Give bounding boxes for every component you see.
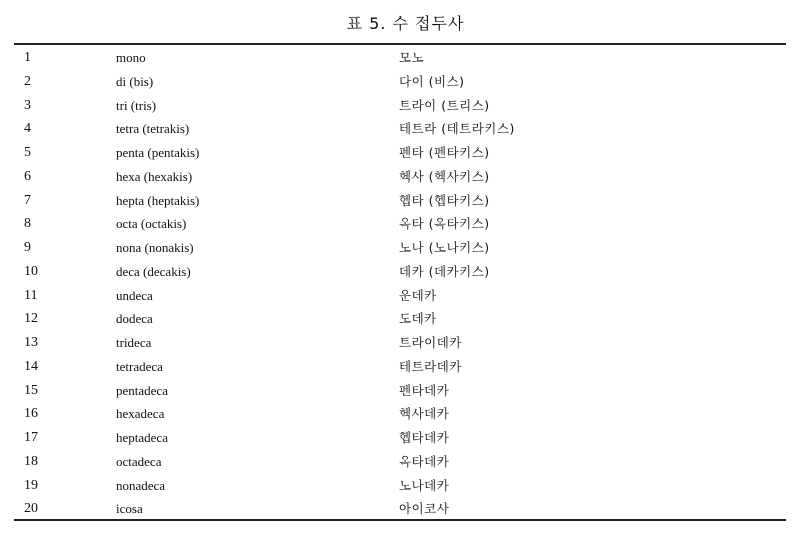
prefix-cell: tetradeca: [116, 358, 163, 374]
prefix-cell: trideca: [116, 335, 152, 350]
korean-prefix-cell: 모노: [399, 50, 425, 65]
korean-prefix-cell: 테트라데카: [399, 358, 462, 374]
number-cell: 9: [24, 240, 31, 255]
table-row: [14, 141, 786, 165]
korean-prefix-cell: 헵타 (헵타키스): [399, 192, 490, 208]
korean-prefix-cell: 헥사 (헥사키스): [399, 168, 490, 184]
prefix-cell: icosa: [116, 501, 143, 517]
number-cell: 18: [24, 453, 38, 469]
korean-prefix-cell: 헥사데카: [399, 406, 450, 422]
number-cell: 14: [24, 358, 38, 374]
number-cell: 8: [24, 216, 31, 232]
prefix-cell: mono: [116, 50, 146, 65]
prefix-cell: deca (decakis): [116, 263, 191, 279]
korean-prefix-cell: 노나데카: [399, 477, 450, 493]
prefix-cell: nona (nonakis): [116, 240, 194, 255]
korean-prefix-cell: 펜타데카: [399, 382, 450, 398]
table-row: [14, 474, 786, 498]
table-row: [14, 331, 786, 355]
prefix-cell: octadeca: [116, 453, 162, 469]
table-row: [14, 165, 786, 189]
table-row: [14, 236, 786, 260]
table-row: [14, 117, 786, 141]
prefix-table: [14, 46, 786, 521]
prefix-cell: hexa (hexakis): [116, 168, 193, 184]
table-row: [14, 497, 786, 521]
korean-prefix-cell: 도데카: [399, 311, 437, 327]
table-row: [14, 355, 786, 379]
table-top-rule: [14, 43, 786, 45]
korean-prefix-cell: 운데카: [399, 287, 437, 303]
table-row: [14, 94, 786, 118]
prefix-cell: hepta (heptakis): [116, 192, 200, 208]
number-cell: 20: [24, 501, 38, 517]
number-cell: 2: [24, 73, 31, 89]
table-caption: 표 5. 수 접두사: [346, 14, 465, 33]
number-cell: 16: [24, 406, 38, 422]
prefix-cell: tri (tris): [116, 97, 157, 113]
korean-prefix-cell: 펜타 (펜타키스): [399, 145, 490, 160]
number-cell: 3: [24, 97, 31, 113]
number-cell: 5: [24, 145, 31, 160]
prefix-cell: octa (octakis): [116, 216, 187, 232]
prefix-cell: heptadeca: [116, 430, 168, 445]
table-row: [14, 402, 786, 426]
table-row: [14, 426, 786, 450]
table-row: [14, 450, 786, 474]
korean-prefix-cell: 옥타데카: [399, 453, 450, 469]
number-cell: 11: [24, 287, 38, 303]
number-cell: 13: [24, 335, 38, 350]
number-cell: 15: [24, 382, 38, 398]
korean-prefix-cell: 테트라 (테트라키스): [399, 121, 515, 137]
table-row: [14, 189, 786, 213]
number-cell: 7: [24, 192, 31, 208]
prefix-cell: hexadeca: [116, 406, 165, 422]
korean-prefix-cell: 데카 (데카키스): [399, 263, 490, 279]
number-cell: 12: [24, 311, 38, 327]
table-row: [14, 260, 786, 284]
korean-prefix-cell: 노나 (노나키스): [399, 240, 490, 255]
number-cell: 17: [24, 430, 38, 445]
table-row: [14, 307, 786, 331]
number-cell: 6: [24, 168, 31, 184]
korean-prefix-cell: 옥타 (옥타키스): [399, 216, 490, 232]
korean-prefix-cell: 트라이 (트리스): [399, 97, 490, 113]
table-row: [14, 46, 786, 70]
prefix-cell: pentadeca: [116, 382, 168, 398]
prefix-cell: penta (pentakis): [116, 145, 200, 160]
table-row: [14, 212, 786, 236]
table-row: [14, 284, 786, 308]
number-cell: 1: [24, 50, 31, 65]
prefix-cell: undeca: [116, 287, 153, 303]
prefix-cell: tetra (tetrakis): [116, 121, 190, 137]
korean-prefix-cell: 헵타데카: [399, 430, 450, 445]
number-cell: 10: [24, 263, 38, 279]
table-bottom-rule: [14, 519, 786, 521]
number-cell: 19: [24, 477, 38, 493]
number-cell: 4: [24, 121, 31, 137]
korean-prefix-cell: 트라이데카: [399, 335, 462, 350]
korean-prefix-cell: 다이 (비스): [399, 73, 465, 89]
prefix-cell: di (bis): [116, 73, 154, 89]
prefix-cell: nonadeca: [116, 477, 166, 493]
table-row: [14, 379, 786, 403]
prefix-cell: dodeca: [116, 311, 153, 327]
table-row: [14, 70, 786, 94]
korean-prefix-cell: 아이코사: [399, 501, 450, 517]
